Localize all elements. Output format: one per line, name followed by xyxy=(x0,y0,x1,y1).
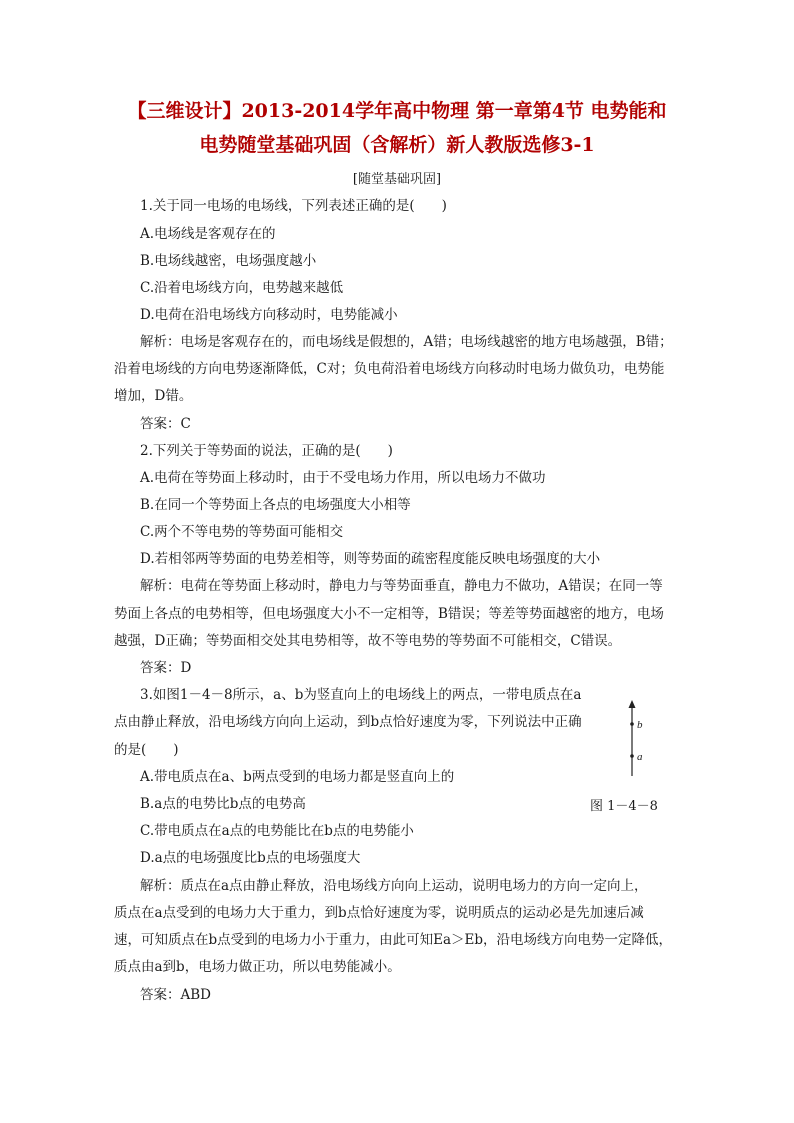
q2-analysis-line-2: 势面上各点的电势相等，但电场强度大小不一定相等，B错误；等差等势面越密的地方，电场 xyxy=(114,606,664,622)
label-a: a xyxy=(637,751,643,763)
q1-answer: 答案：C xyxy=(140,416,191,432)
q1-option-a: A.电场线是客观存在的 xyxy=(140,226,276,242)
q3-stem-line-2: 点由静止释放，沿电场线方向向上运动，到b点恰好速度为零，下列说法中正确 xyxy=(114,714,582,730)
figure-caption: 图 1－4－8 xyxy=(590,799,658,814)
q2-option-a: A.电荷在等势面上移动时，由于不受电场力作用，所以电场力不做功 xyxy=(140,470,546,486)
label-b: b xyxy=(637,719,643,731)
q2-option-c: C.两个不等电势的等势面可能相交 xyxy=(140,524,344,540)
field-line-diagram xyxy=(622,700,652,780)
q1-analysis-line-2: 沿着电场线的方向电势逐渐降低，C对；负电荷沿着电场线方向移动时电场力做负功，电势能 xyxy=(114,361,665,377)
q1-option-d: D.电荷在沿电场线方向移动时，电势能减小 xyxy=(140,307,398,323)
q3-analysis-line-3: 速，可知质点在b点受到的电场力小于重力，由此可知Ea＞Eb，沿电场线方向电势一定降低， xyxy=(114,932,673,948)
q2-option-b: B.在同一个等势面上各点的电场强度大小相等 xyxy=(140,497,411,513)
q3-stem-line-3: 的是( ) xyxy=(114,742,179,758)
document-title-line-1: 【三维设计】2013-2014学年高中物理 第一章第4节 电势能和 xyxy=(127,100,667,122)
point-b xyxy=(630,722,634,726)
q3-analysis-line-4: 质点由a到b，电场力做正功，所以电势能减小。 xyxy=(114,959,401,975)
q2-stem: 2.下列关于等势面的说法，正确的是( ) xyxy=(140,443,393,459)
q2-answer: 答案：D xyxy=(140,660,192,676)
q2-analysis-line-1: 解析：电荷在等势面上移动时，静电力与等势面垂直，静电力不做功，A错误；在同一等 xyxy=(140,578,663,594)
field-line-figure xyxy=(622,700,652,780)
q1-option-c: C.沿着电场线方向，电势越来越低 xyxy=(140,280,344,296)
q2-analysis-line-3: 越强，D正确；等势面相交处其电势相等，故不等电势的等势面不可能相交，C错误。 xyxy=(114,633,622,649)
q3-analysis-line-2: 质点在a点受到的电场力大于重力，到b点恰好速度为零，说明质点的运动必是先加速后减 xyxy=(114,905,644,921)
q3-stem-line-1: 3.如图1－4－8所示，a、b为竖直向上的电场线上的两点，一带电质点在a xyxy=(140,687,582,703)
q1-stem: 1.关于同一电场的电场线，下列表述正确的是( ) xyxy=(140,198,447,214)
q3-analysis-line-1: 解析：质点在a点由静止释放，沿电场线方向向上运动，说明电场力的方向一定向上， xyxy=(140,878,648,894)
document-title-line-2: 电势随堂基础巩固（含解析）新人教版选修3-1 xyxy=(199,134,595,156)
q1-analysis-line-1: 解析：电场是客观存在的，而电场线是假想的，A错；电场线越密的地方电场越强，B错； xyxy=(140,334,673,350)
arrow-up-icon xyxy=(629,700,636,708)
q3-option-a: A.带电质点在a、b两点受到的电场力都是竖直向上的 xyxy=(140,769,455,785)
q3-option-d: D.a点的电场强度比b点的电场强度大 xyxy=(140,850,361,866)
q1-analysis-line-3: 增加，D错。 xyxy=(114,388,193,404)
section-heading: [随堂基础巩固] xyxy=(352,172,442,187)
q1-option-b: B.电场线越密，电场强度越小 xyxy=(140,253,317,269)
q3-answer: 答案：ABD xyxy=(140,987,211,1003)
q3-option-c: C.带电质点在a点的电势能比在b点的电势能小 xyxy=(140,823,414,839)
point-a xyxy=(630,754,634,758)
q3-option-b: B.a点的电势比b点的电势高 xyxy=(140,796,306,812)
q2-option-d: D.若相邻两等势面的电势差相等，则等势面的疏密程度能反映电场强度的大小 xyxy=(140,551,601,567)
